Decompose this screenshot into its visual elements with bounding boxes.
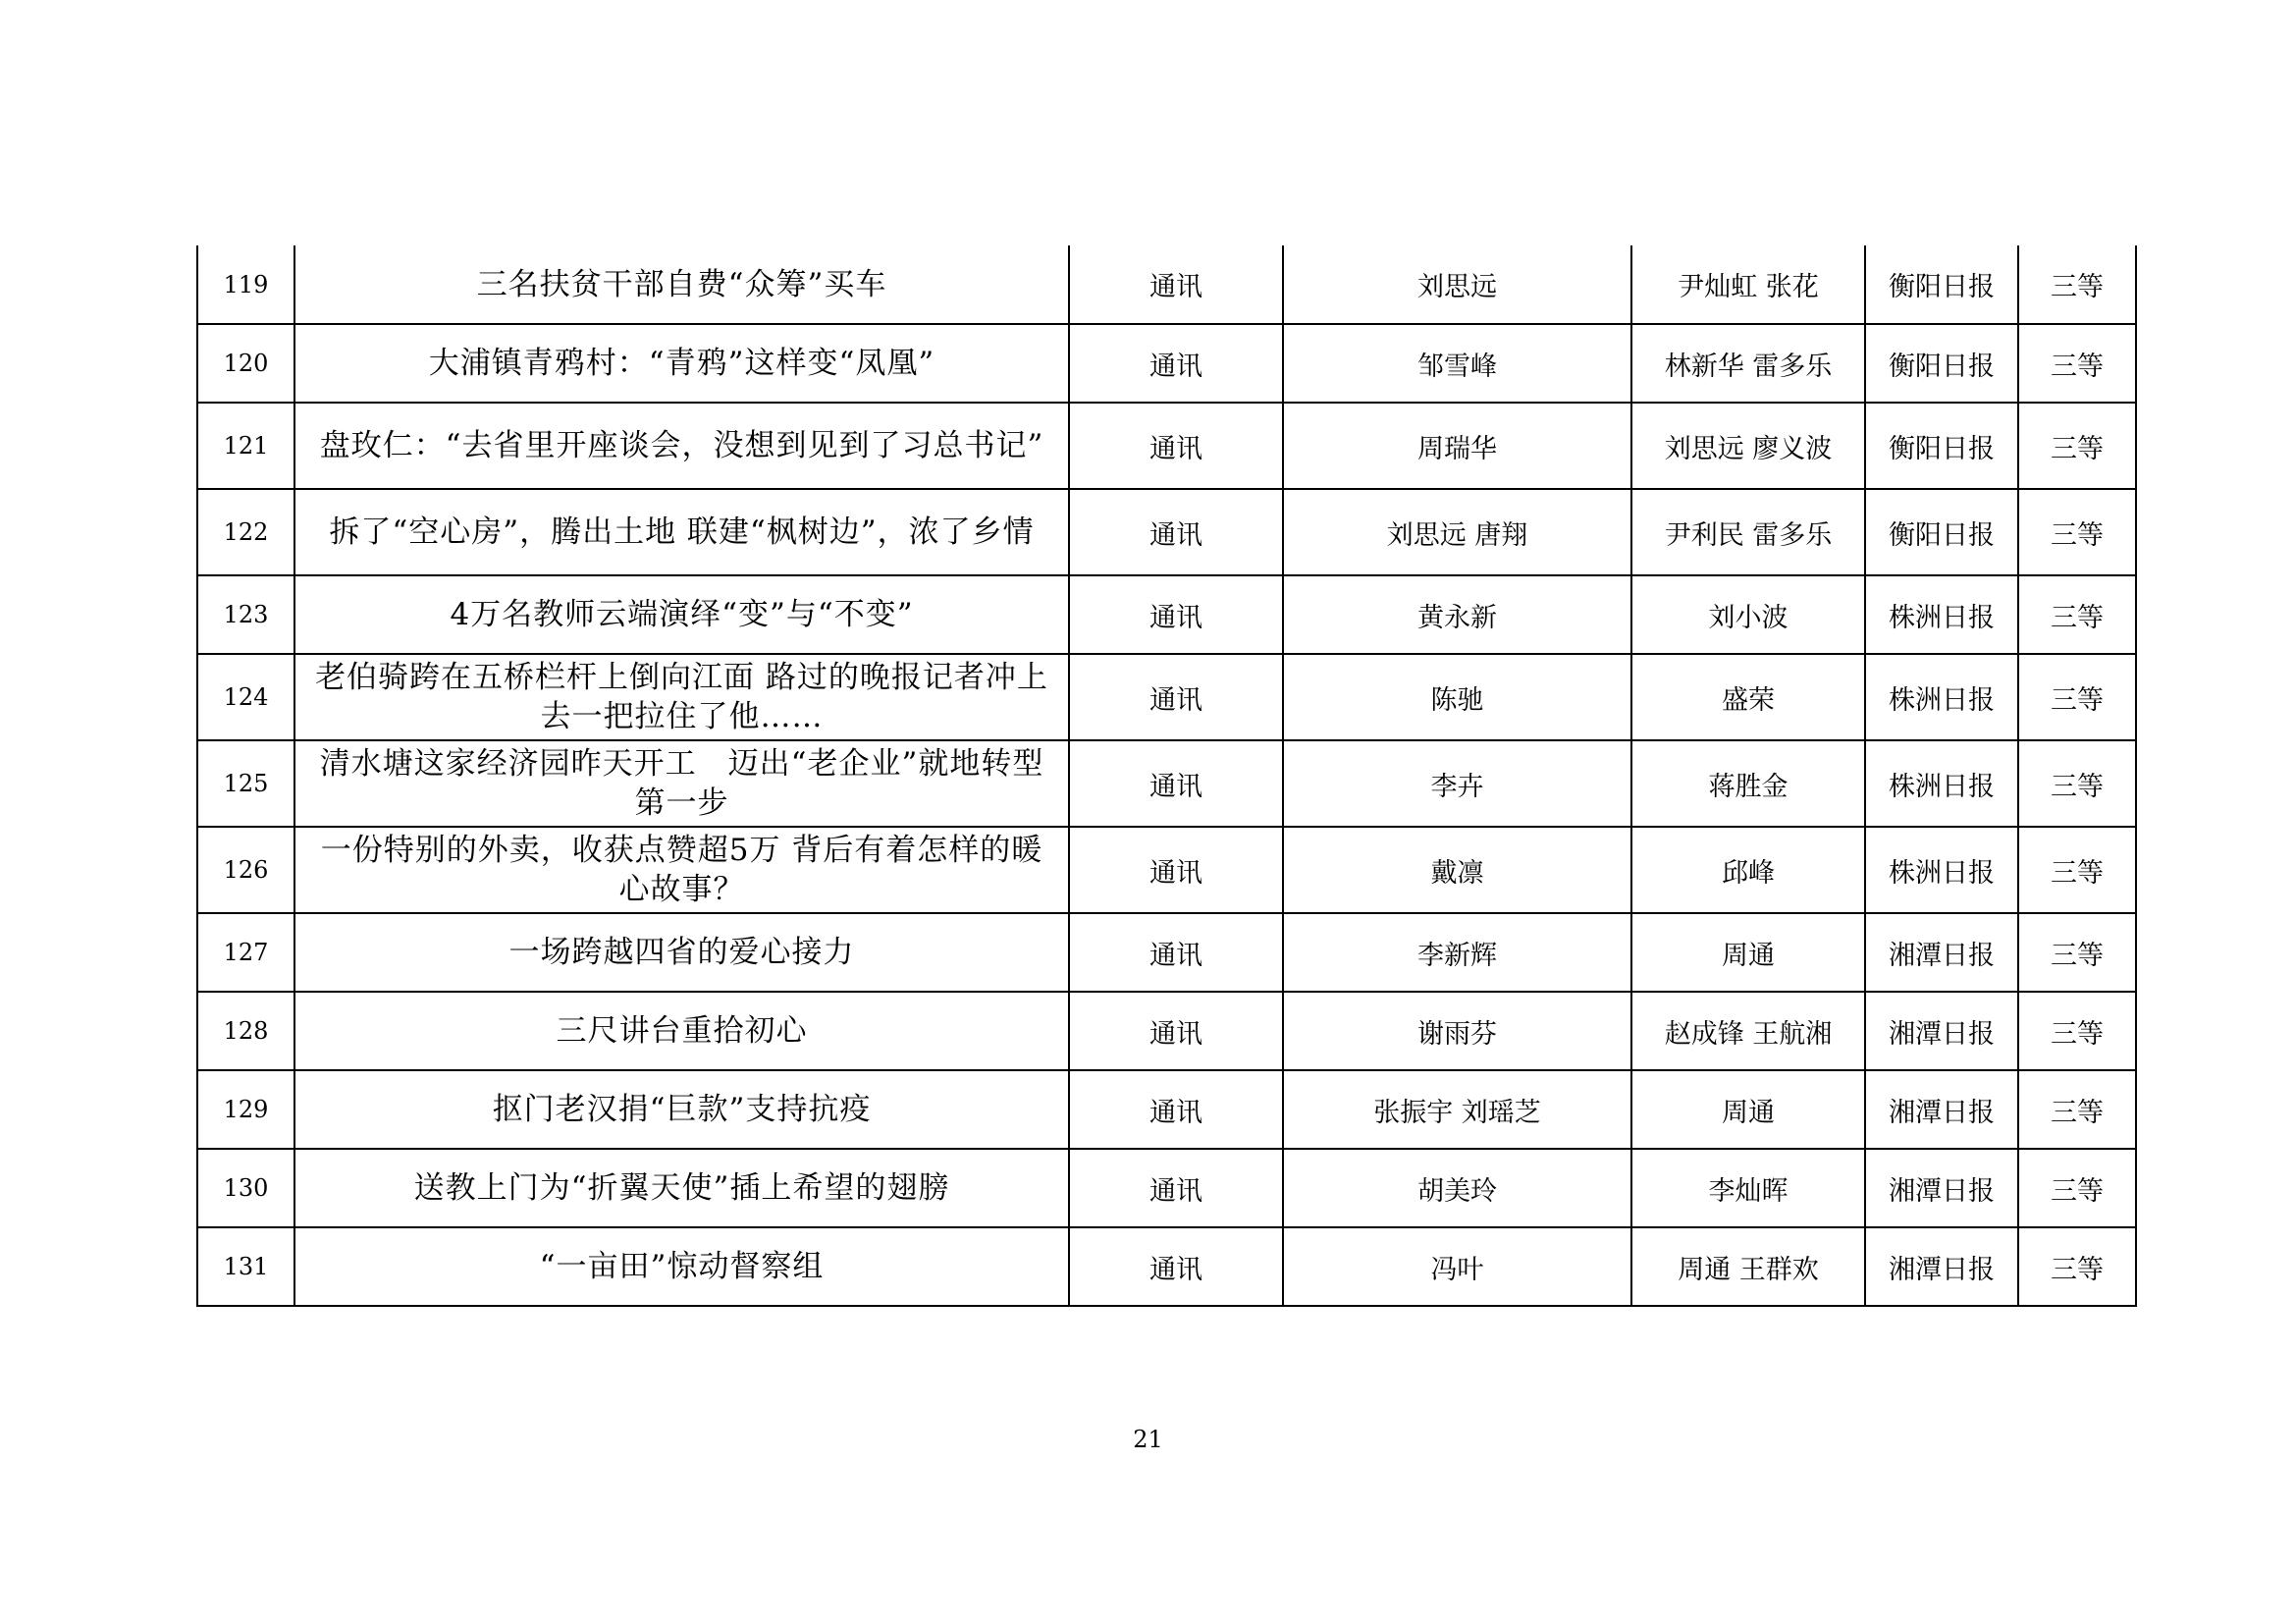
cell-editor: 周通 王群欢 (1631, 1227, 1865, 1306)
cell-type: 通讯 (1069, 1227, 1283, 1306)
cell-editor: 盛荣 (1631, 654, 1865, 740)
page-number: 21 (1133, 1426, 1163, 1453)
cell-number: 128 (197, 992, 294, 1070)
title-text: 三尺讲台重拾初心 (556, 1013, 808, 1049)
cell-newspaper: 湘潭日报 (1865, 1149, 2018, 1227)
cell-prize: 三等 (2018, 489, 2136, 575)
cell-prize: 三等 (2018, 992, 2136, 1070)
cell-editor: 李灿晖 (1631, 1149, 1865, 1227)
cell-title (294, 740, 1069, 827)
title-text: “一亩田”惊动督察组 (539, 1249, 825, 1284)
cell-editor: 邱峰 (1631, 827, 1865, 913)
cell-number: 119 (197, 245, 294, 324)
cell-author: 冯叶 (1283, 1227, 1631, 1306)
cell-number: 126 (197, 827, 294, 913)
cell-prize: 三等 (2018, 245, 2136, 324)
cell-type: 通讯 (1069, 1149, 1283, 1227)
table-row (197, 489, 2136, 575)
cell-editor: 赵成锋 王航湘 (1631, 992, 1865, 1070)
title-text: 三名扶贫干部自费“众筹”买车 (476, 266, 887, 302)
table-row (197, 740, 2136, 827)
cell-newspaper: 衡阳日报 (1865, 245, 2018, 324)
table-row (197, 913, 2136, 992)
title-text: 大浦镇青鸦村：“青鸦”这样变“凤凰” (428, 346, 935, 381)
cell-type: 通讯 (1069, 740, 1283, 827)
cell-title (294, 1149, 1069, 1227)
cell-newspaper: 株洲日报 (1865, 740, 2018, 827)
cell-number: 130 (197, 1149, 294, 1227)
cell-number: 127 (197, 913, 294, 992)
cell-prize: 三等 (2018, 827, 2136, 913)
table-row (197, 992, 2136, 1070)
cell-author: 刘思远 (1283, 245, 1631, 324)
cell-type: 通讯 (1069, 403, 1283, 489)
cell-type: 通讯 (1069, 992, 1283, 1070)
cell-author: 黄永新 (1283, 575, 1631, 654)
cell-newspaper: 株洲日报 (1865, 654, 2018, 740)
cell-title (294, 403, 1069, 489)
cell-number: 131 (197, 1227, 294, 1306)
cell-number: 124 (197, 654, 294, 740)
cell-newspaper: 湘潭日报 (1865, 992, 2018, 1070)
title-text: 送教上门为“折翼天使”插上希望的翅膀 (413, 1170, 950, 1206)
cell-title (294, 245, 1069, 324)
cell-editor: 周通 (1631, 913, 1865, 992)
cell-number: 120 (197, 324, 294, 403)
cell-prize: 三等 (2018, 1149, 2136, 1227)
cell-newspaper: 株洲日报 (1865, 827, 2018, 913)
cell-type: 通讯 (1069, 489, 1283, 575)
table-row (197, 1070, 2136, 1149)
title-text: 老伯骑跨在五桥栏杆上倒向江面 路过的晚报记者冲上去一把拉住了他…… (315, 660, 1048, 734)
cell-newspaper: 湘潭日报 (1865, 1227, 2018, 1306)
table-row (197, 1227, 2136, 1306)
title-text: 清水塘这家经济园昨天开工 迈出“老企业”就地转型第一步 (319, 746, 1044, 821)
title-text: 4万名教师云端演绎“变”与“不变” (450, 597, 914, 632)
cell-number: 129 (197, 1070, 294, 1149)
cell-title (294, 324, 1069, 403)
cell-author: 刘思远 唐翔 (1283, 489, 1631, 575)
cell-title (294, 827, 1069, 913)
cell-author: 戴凛 (1283, 827, 1631, 913)
table-row (197, 324, 2136, 403)
cell-author: 李新辉 (1283, 913, 1631, 992)
cell-author: 陈驰 (1283, 654, 1631, 740)
cell-title (294, 489, 1069, 575)
cell-type: 通讯 (1069, 245, 1283, 324)
title-text: 盘玫仁：“去省里开座谈会，没想到见到了习总书记” (319, 428, 1044, 463)
cell-prize: 三等 (2018, 403, 2136, 489)
cell-prize: 三等 (2018, 1070, 2136, 1149)
table-row (197, 654, 2136, 740)
cell-author: 谢雨芬 (1283, 992, 1631, 1070)
table-body (197, 245, 2136, 1306)
title-text: 一场跨越四省的爱心接力 (508, 935, 855, 970)
cell-newspaper: 湘潭日报 (1865, 913, 2018, 992)
cell-author: 胡美玲 (1283, 1149, 1631, 1227)
cell-title (294, 992, 1069, 1070)
cell-number: 123 (197, 575, 294, 654)
cell-newspaper: 衡阳日报 (1865, 324, 2018, 403)
cell-author: 张振宇 刘瑶芝 (1283, 1070, 1631, 1149)
cell-type: 通讯 (1069, 1070, 1283, 1149)
cell-editor: 尹利民 雷多乐 (1631, 489, 1865, 575)
cell-type: 通讯 (1069, 575, 1283, 654)
cell-prize: 三等 (2018, 654, 2136, 740)
table-row (197, 575, 2136, 654)
cell-title (294, 1227, 1069, 1306)
cell-type: 通讯 (1069, 654, 1283, 740)
title-text: 拆了“空心房”，腾出土地 联建“枫树边”，浓了乡情 (329, 514, 1035, 550)
cell-editor: 刘小波 (1631, 575, 1865, 654)
cell-author: 周瑞华 (1283, 403, 1631, 489)
cell-prize: 三等 (2018, 740, 2136, 827)
cell-type: 通讯 (1069, 913, 1283, 992)
cell-prize: 三等 (2018, 913, 2136, 992)
cell-editor: 林新华 雷多乐 (1631, 324, 1865, 403)
cell-number: 122 (197, 489, 294, 575)
cell-title (294, 913, 1069, 992)
award-table (196, 245, 2137, 1307)
cell-title (294, 575, 1069, 654)
table-row (197, 403, 2136, 489)
cell-prize: 三等 (2018, 324, 2136, 403)
cell-prize: 三等 (2018, 575, 2136, 654)
cell-newspaper: 株洲日报 (1865, 575, 2018, 654)
cell-type: 通讯 (1069, 324, 1283, 403)
cell-number: 121 (197, 403, 294, 489)
cell-number: 125 (197, 740, 294, 827)
cell-prize: 三等 (2018, 1227, 2136, 1306)
cell-title (294, 654, 1069, 740)
cell-type: 通讯 (1069, 827, 1283, 913)
title-text: 抠门老汉捐“巨款”支持抗疫 (492, 1092, 872, 1127)
cell-editor: 尹灿虹 张花 (1631, 245, 1865, 324)
cell-editor: 蒋胜金 (1631, 740, 1865, 827)
cell-newspaper: 湘潭日报 (1865, 1070, 2018, 1149)
table-row (197, 245, 2136, 324)
table-row (197, 1149, 2136, 1227)
cell-newspaper: 衡阳日报 (1865, 489, 2018, 575)
cell-newspaper: 衡阳日报 (1865, 403, 2018, 489)
cell-editor: 周通 (1631, 1070, 1865, 1149)
table-row (197, 827, 2136, 913)
title-text: 一份特别的外卖，收获点赞超5万 背后有着怎样的暖心故事？ (320, 833, 1043, 907)
cell-author: 邹雪峰 (1283, 324, 1631, 403)
cell-editor: 刘思远 廖义波 (1631, 403, 1865, 489)
cell-title (294, 1070, 1069, 1149)
cell-author: 李卉 (1283, 740, 1631, 827)
